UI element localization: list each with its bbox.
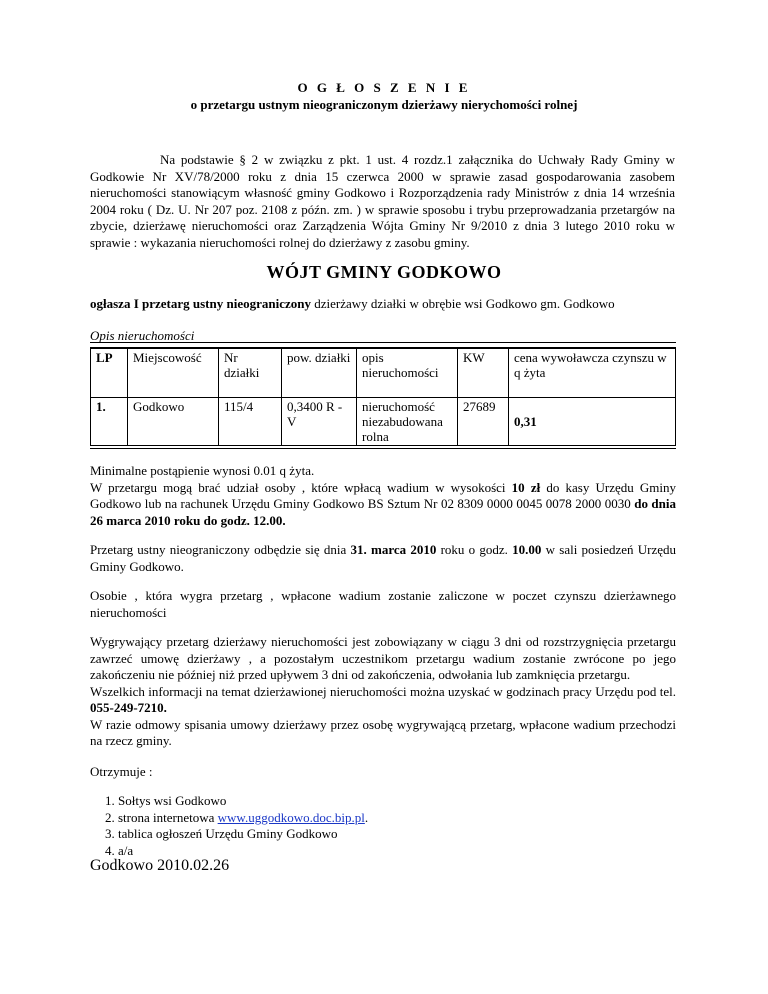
header-miejscowosc: Miejscowość bbox=[128, 349, 219, 398]
auction-text-c: roku o godz. bbox=[436, 542, 513, 557]
auction-date: 31. marca 2010 bbox=[350, 542, 437, 557]
auction-date-paragraph bbox=[90, 542, 676, 575]
divider-line bbox=[90, 448, 676, 449]
cell-miejscowosc: Godkowo bbox=[128, 398, 219, 446]
deposit-account-text: do kasy Urzędu Gminy Godkowo lub na rachunek Urzędu Gminy Godkowo BS Sztum Nr 02 8309 0000 0045 0078 2000 0030 bbox=[90, 479, 676, 511]
contact-text: Wszelkich informacji na temat dzierżawionej nieruchomości można uzyskać w godzinach pracy Urzędu pod tel. bbox=[90, 683, 676, 699]
link-tail: . bbox=[364, 809, 369, 825]
header-pow: pow. działki bbox=[282, 349, 357, 398]
deposit-deadline: do dnia 26 marca 2010 roku do godz. 12.00. bbox=[90, 496, 676, 528]
cell-opis: nieruchomość niezabudowana rolna bbox=[357, 398, 458, 446]
announcement-line bbox=[90, 296, 675, 312]
cell-cena: 0,31 bbox=[509, 398, 676, 446]
list-item: 4. a/a bbox=[118, 843, 368, 860]
place-date: Godkowo 2010.02.26 bbox=[90, 857, 230, 874]
cell-kw: 27689 bbox=[458, 398, 509, 446]
header-cena: cena wywoławcza czynszu w q żyta bbox=[509, 349, 676, 398]
minimum-increment: Minimalne postąpienie wynosi 0.01 q żyta. bbox=[90, 463, 315, 478]
terms-text: Wygrywający przetarg dzierżawy nieruchomości jest zobowiązany w ciągu 3 dni od rozstrzygnięcia przetargu zawrzeć umowę dzierżawy , a pozostałym uczestnikom przetargu wadium zostanie zwrócone po jego zakończeniu nie później niż przed upływem 3 dni od zakończenia, odwołania lub zamknięcia przetargu. bbox=[90, 634, 676, 682]
document-subtitle: o przetargu ustnym nieograniczonym dzierżawy nierychomości rolnej bbox=[190, 97, 578, 112]
deposit-amount: 10 zł bbox=[511, 479, 541, 495]
deposit-text: W przetargu mogą brać udział osoby , które wpłacą wadium w wysokości bbox=[90, 479, 512, 495]
winner-deposit-paragraph: Osobie , która wygra przetarg , wpłacone wadium zostanie zaliczone w poczet czynszu dzierżawnego nieruchomości bbox=[90, 588, 676, 620]
cell-lp: 1. bbox=[91, 398, 128, 446]
auction-text-d: w sali posiedzeń Urzędu Gminy Godkowo. bbox=[90, 542, 677, 574]
auction-time: 10.00 bbox=[512, 542, 542, 557]
header-kw: KW bbox=[458, 349, 509, 398]
website-link[interactable]: www.uggodkowo.doc.bip.pl bbox=[217, 809, 365, 825]
intro-paragraph: Na podstawie § 2 w związku z pkt. 1 ust. 4 rozdz.1 załącznika do Uchwały Rady Gminy w Godkowie Nr XV/78/2000 roku z dnia 15 czerwca 2000 w sprawie zasad gospodarowania zasobem nieruchomości stanowiącym własność gminy Godkowo i Rozporządzenia rady Ministrów z dnia 14 września 2004 roku ( Dz. U. Nr 207 poz. 2108 z późn. zm. ) w sprawie sposobu i trybu przeprowadzania przetargów na zbycie, dzierżawę nieruchomości oraz Zarządzenia Wójta Gminy Nr 9/2010 z dnia 3 lutego 2010 roku w sprawie : wykazania nieruchomości rolnej do dzierżawy z zasobu gminy. bbox=[90, 152, 675, 250]
header-lp: LP bbox=[91, 349, 128, 398]
recipients-label: Otrzymuje : bbox=[90, 764, 153, 779]
contact-line bbox=[90, 684, 676, 717]
auction-text-a: Przetarg ustny nieograniczony odbędzie się dnia bbox=[90, 542, 351, 557]
cell-nr-dzialki: 115/4 bbox=[219, 398, 282, 446]
list-item-text: strona internetowa bbox=[118, 809, 218, 825]
refusal-text: W razie odmowy spisania umowy dzierżawy przez osobę wygrywającą przetarg, wpłacone wadium przechodzi na rzecz gminy. bbox=[90, 716, 676, 748]
property-table bbox=[90, 348, 676, 446]
header-opis: opis nieruchomości bbox=[357, 349, 458, 398]
property-description-label: Opis nieruchomości bbox=[90, 328, 195, 343]
table-row bbox=[91, 398, 676, 446]
contact-phone: 055-249-7210. bbox=[90, 700, 167, 715]
bidding-paragraph bbox=[90, 463, 676, 529]
announcement-bold: ogłasza I przetarg ustny nieograniczony bbox=[90, 296, 311, 311]
authority-heading: WÓJT GMINY GODKOWO bbox=[266, 262, 502, 282]
terms-paragraph bbox=[90, 634, 676, 750]
list-item: 1. Sołtys wsi Godkowo bbox=[118, 793, 368, 810]
recipients-list bbox=[90, 793, 368, 859]
table-header-row bbox=[91, 349, 676, 398]
list-item: 3. tablica ogłoszeń Urzędu Gminy Godkowo bbox=[118, 826, 368, 843]
cell-pow: 0,3400 R - V bbox=[282, 398, 357, 446]
list-item bbox=[118, 810, 368, 827]
document-title: O G Ł O S Z E N I E bbox=[297, 80, 471, 95]
announcement-rest: dzierżawy działki w obrębie wsi Godkowo gm. Godkowo bbox=[310, 296, 615, 311]
header-nr-dzialki: Nr działki bbox=[219, 349, 282, 398]
